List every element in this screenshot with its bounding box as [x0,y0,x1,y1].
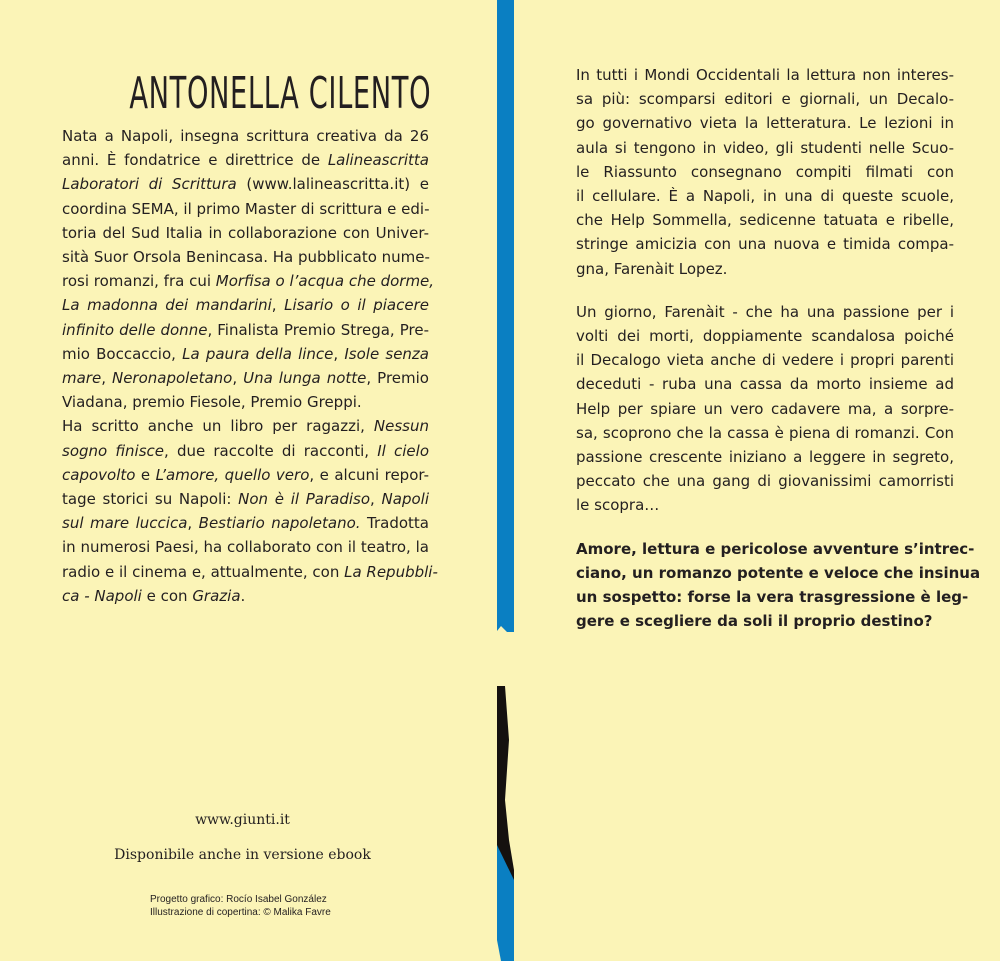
bio-title-italic: Una lunga notte [243,369,367,388]
synopsis-line: gere e scegliere da soli il proprio destino? [576,612,933,631]
bio-text: e con [141,586,193,605]
website-link[interactable]: www.giunti.it [195,812,290,828]
bio-line [62,487,429,511]
bio-line [62,148,429,172]
spine-illustration [497,0,514,961]
bio-line [62,318,429,342]
bio-text: . [240,586,246,605]
synopsis-line: che Help Sommella, sedicenne tatuata e ribelle, [576,211,954,230]
bio-title-italic: infinito delle donne [62,320,208,339]
bio-title-italic: sul mare luccica [62,514,188,533]
bio-text: tage storici su Napoli: [62,490,239,509]
bio-line [62,439,429,463]
synopsis-line: le Riassunto consegnano compiti filmati con [576,162,954,181]
bio-title-italic: La Repubbli- [344,562,438,581]
bio-text: , [232,369,244,388]
bio-text: Nata a Napoli, insegna scrittura creativa da 26 [62,127,429,145]
synopsis-paragraph [576,537,981,634]
bio-line [62,584,429,608]
bio-line [62,197,429,221]
bio-line [62,560,438,584]
bio-line [62,172,429,196]
synopsis-paragraph [576,300,954,518]
bio-title-italic: Lalineascritta [327,151,429,170]
bio-text: , Finalista Premio Strega, Pre- [207,320,430,339]
bio-line [62,414,429,438]
bio-title-italic: Non è il Paradiso [238,490,371,509]
bio-title-italic: La madonna dei mandarini [62,296,272,315]
synopsis-line: Amore, lettura e pericolose avventure s’intrec- [576,539,975,558]
synopsis-line: Un giorno, Farenàit - che ha una passione per i [576,302,954,321]
bio-text: , [101,369,112,388]
synopsis-line: il cellulare. È a Napoli, in una di queste scuole, [576,187,954,206]
bio-text: Viadana, premio Fiesole, Premio Greppi. [62,393,362,412]
author-bio [62,124,438,608]
bio-line [62,366,429,390]
synopsis-line: aula si tengono in video, gli studenti nelle Scuo- [576,138,954,157]
bio-title-italic: Nessun [373,417,429,436]
synopsis-line: le scopra… [576,496,660,515]
bio-text: coordina SEMA, il primo Master di scrittura e edi- [62,199,430,218]
bio-title-italic: Isole senza [344,344,429,363]
bio-line [62,245,429,269]
bio-line [62,535,429,559]
author-name: ANTONELLA CILENTO [129,68,432,119]
bio-text: , [271,296,285,315]
bio-title-italic: La paura della lince [182,344,334,363]
synopsis-line: volti dei morti, doppiamente scandalosa poiché [576,327,954,346]
ebook-note: Disponibile anche in versione ebook [114,847,371,863]
bio-title-italic: Laboratori di Scrittura [62,175,237,194]
synopsis-paragraph [576,63,954,281]
bio-title-italic: mare [62,369,102,388]
bio-text: mio Boccaccio, [62,344,183,363]
synopsis-line: sa, scoprono che la cassa è piena di romanzi. Con [576,423,954,442]
synopsis-line: In tutti i Mondi Occidentali la lettura non interes- [576,66,954,84]
bio-text: rosi romanzi, fra cui [62,272,216,291]
bio-text: (www.lalineascritta.it) e [236,175,429,194]
bio-title-italic: Grazia [192,586,241,605]
synopsis-line: sa più: scomparsi editori e giornali, un Decalo- [576,90,954,109]
bio-line [62,269,435,293]
bio-line [62,293,429,317]
bio-line [62,511,429,535]
synopsis-line: deceduti - ruba una cassa da morto insieme ad [576,375,954,394]
bio-text: radio e il cinema e, attualmente, con [62,562,345,581]
bio-title-italic: ca - Napoli [62,586,142,605]
credit-graphic-design: Progetto grafico: Rocío Isabel González [150,894,327,905]
bio-text: , [333,344,345,363]
synopsis-line: go governativo vieta la letteratura. Le lezioni in [576,114,954,133]
bio-text: , [187,514,199,533]
bio-title-italic: Napoli [381,490,429,509]
bio-title-italic: L’amore, quello vero [155,465,310,484]
bio-line [62,463,429,487]
bio-title-italic: Il cielo [377,441,429,460]
synopsis-line: gna, Farenàit Lopez. [576,259,728,278]
bio-text: , [370,490,382,509]
synopsis-line: peccato che una gang di giovanissimi camorristi [576,472,954,491]
bio-title-italic: Neronapoletano [111,369,233,388]
bio-line [62,342,429,366]
bio-text: , e alcuni repor- [309,465,429,484]
bio-line [62,124,429,148]
bio-line [62,221,429,245]
bio-title-italic: Lisario o il piacere [284,296,429,315]
bio-title-italic: capovolto [62,465,136,484]
credits [150,893,331,919]
book-synopsis [576,63,981,652]
synopsis-line: il Decalogo vieta anche di vedere i propri parenti [576,351,954,370]
bio-text: Ha scritto anche un libro per ragazzi, [62,417,374,436]
synopsis-line: Help per spiare un vero cadavere ma, a sorpre- [576,399,954,418]
bio-text: in numerosi Paesi, ha collaborato con il teatro, la [62,538,429,557]
bio-text: , due raccolte di racconti, [164,441,378,460]
bio-title-italic: sogno finisce [62,441,165,460]
synopsis-line: un sospetto: forse la vera trasgressione è leg- [576,588,969,607]
bio-text: anni. È fondatrice e direttrice de [62,151,328,170]
bio-text: e [135,465,156,484]
bio-line [62,390,429,414]
synopsis-line: passione crescente iniziano a leggere in segreto, [576,448,954,467]
credit-cover-illustration: Illustrazione di copertina: © Malika Favre [150,907,331,918]
bio-text: sità Suor Orsola Benincasa. Ha pubblicato nume- [62,248,430,267]
synopsis-line: stringe amicizia con una nuova e timida compa- [576,235,954,254]
bio-title-italic: Morfisa o l’acqua che dorme, [215,272,435,291]
bio-text: , Premio [366,369,429,388]
bio-title-italic: Bestiario napoletano. [198,514,361,533]
bio-text: Tradotta [360,514,429,533]
bio-text: toria del Sud Italia in collaborazione con Univer- [62,223,429,242]
synopsis-line: ciano, un romanzo potente e veloce che insinua [576,563,981,582]
